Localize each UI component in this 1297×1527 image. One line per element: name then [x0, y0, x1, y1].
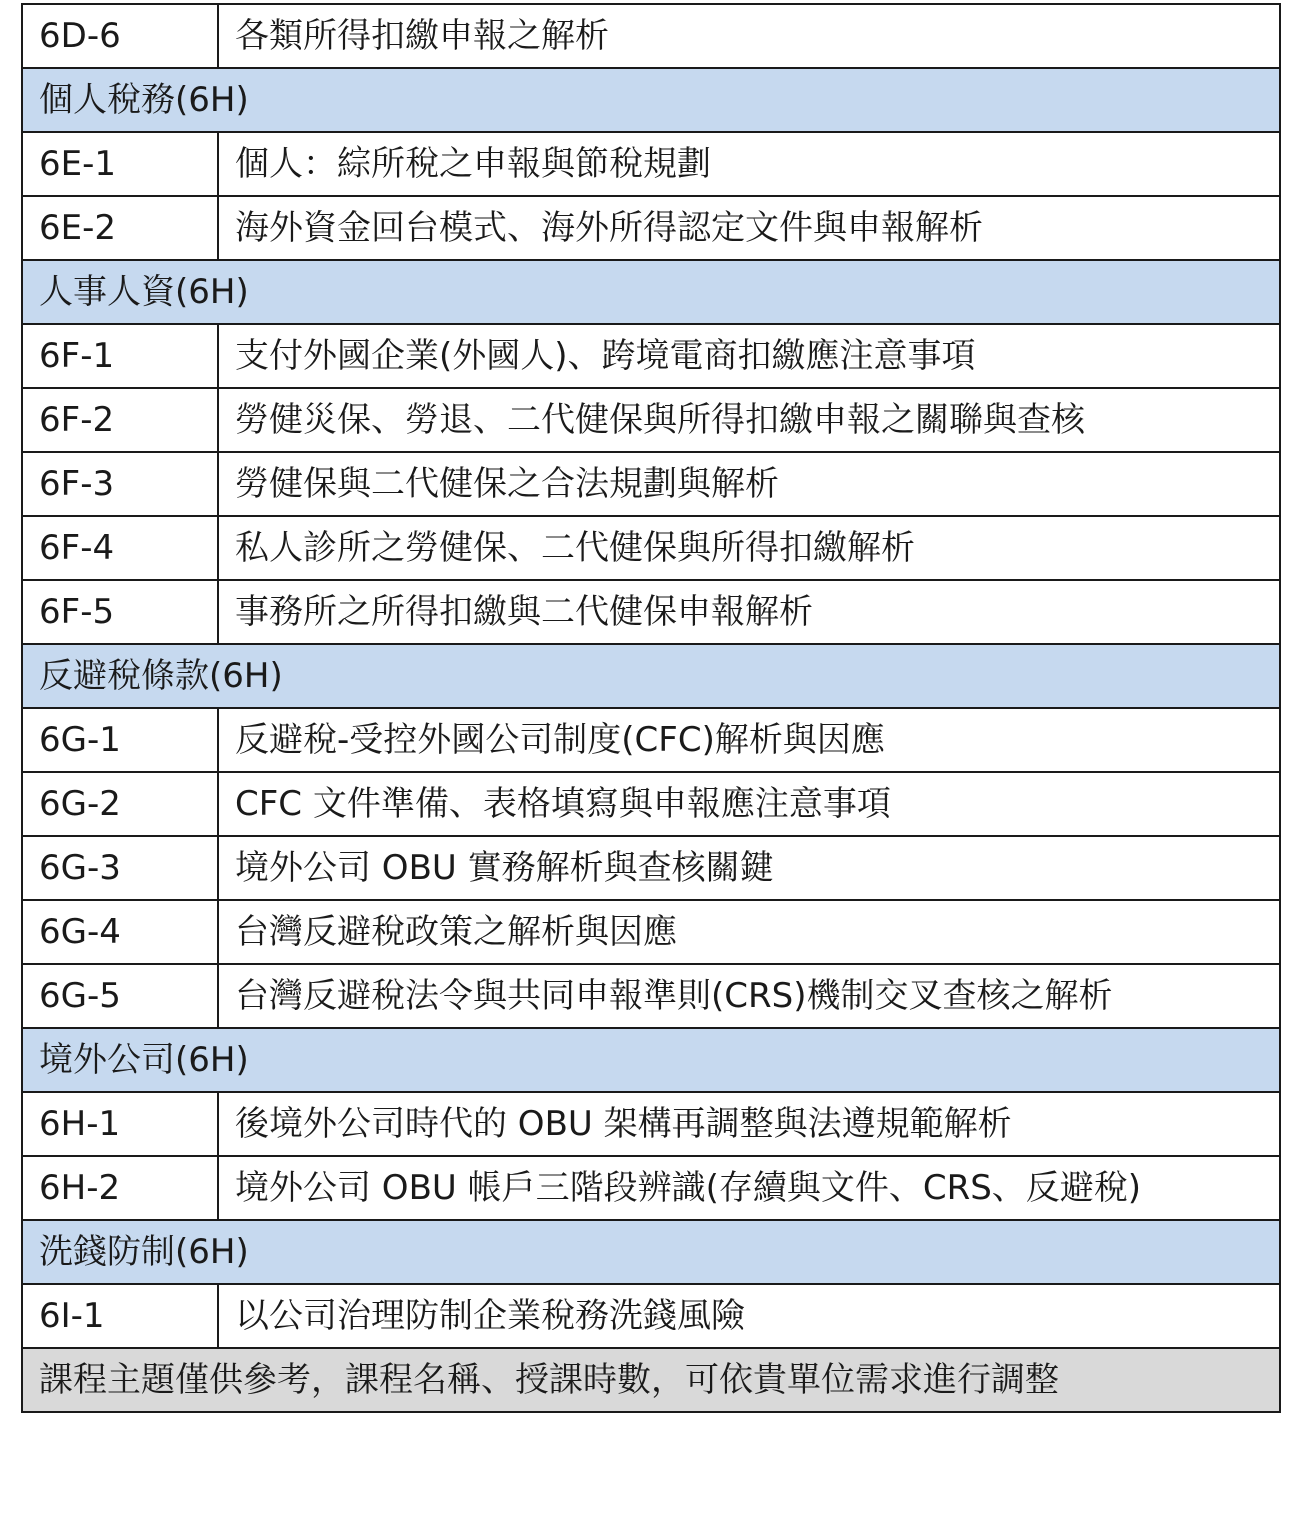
course-code: 6G-5 — [22, 964, 218, 1028]
course-row — [22, 4, 1280, 68]
category-row — [22, 1028, 1280, 1092]
course-code: 6F-3 — [22, 452, 218, 516]
course-row — [22, 900, 1280, 964]
course-code: 6F-5 — [22, 580, 218, 644]
footer-note: 課程主題僅供參考，課程名稱、授課時數，可依貴單位需求進行調整 — [22, 1348, 1280, 1412]
course-row — [22, 1156, 1280, 1220]
course-code: 6H-2 — [22, 1156, 218, 1220]
course-code: 6F-2 — [22, 388, 218, 452]
course-code: 6G-3 — [22, 836, 218, 900]
course-title: 事務所之所得扣繳與二代健保申報解析 — [218, 580, 1280, 644]
category-title: 反避稅條款(6H) — [22, 644, 1280, 708]
course-code: 6G-4 — [22, 900, 218, 964]
category-row — [22, 68, 1280, 132]
course-title: 台灣反避稅法令與共同申報準則(CRS)機制交叉查核之解析 — [218, 964, 1280, 1028]
course-row — [22, 324, 1280, 388]
course-code: 6E-1 — [22, 132, 218, 196]
category-title: 洗錢防制(6H) — [22, 1220, 1280, 1284]
course-code: 6E-2 — [22, 196, 218, 260]
note-row — [22, 1348, 1280, 1412]
category-title: 人事人資(6H) — [22, 260, 1280, 324]
category-row — [22, 260, 1280, 324]
course-row — [22, 1284, 1280, 1348]
course-row — [22, 580, 1280, 644]
course-row — [22, 964, 1280, 1028]
course-title: CFC 文件準備、表格填寫與申報應注意事項 — [218, 772, 1280, 836]
course-title: 境外公司 OBU 帳戶三階段辨識(存續與文件、CRS、反避稅) — [218, 1156, 1280, 1220]
course-title: 海外資金回台模式、海外所得認定文件與申報解析 — [218, 196, 1280, 260]
course-code: 6I-1 — [22, 1284, 218, 1348]
course-title: 以公司治理防制企業稅務洗錢風險 — [218, 1284, 1280, 1348]
course-code: 6F-4 — [22, 516, 218, 580]
course-title: 台灣反避稅政策之解析與因應 — [218, 900, 1280, 964]
course-title: 後境外公司時代的 OBU 架構再調整與法遵規範解析 — [218, 1092, 1280, 1156]
course-table-body — [22, 4, 1280, 1412]
course-code: 6G-2 — [22, 772, 218, 836]
course-row — [22, 1092, 1280, 1156]
course-code: 6H-1 — [22, 1092, 218, 1156]
course-row — [22, 708, 1280, 772]
category-row — [22, 644, 1280, 708]
course-title: 私人診所之勞健保、二代健保與所得扣繳解析 — [218, 516, 1280, 580]
course-table — [21, 3, 1281, 1413]
category-title: 境外公司(6H) — [22, 1028, 1280, 1092]
category-title: 個人稅務(6H) — [22, 68, 1280, 132]
course-title: 勞健保與二代健保之合法規劃與解析 — [218, 452, 1280, 516]
course-code: 6F-1 — [22, 324, 218, 388]
course-row — [22, 836, 1280, 900]
course-row — [22, 452, 1280, 516]
course-code: 6G-1 — [22, 708, 218, 772]
course-title: 各類所得扣繳申報之解析 — [218, 4, 1280, 68]
course-row — [22, 516, 1280, 580]
course-row — [22, 772, 1280, 836]
course-title: 反避稅-受控外國公司制度(CFC)解析與因應 — [218, 708, 1280, 772]
course-title: 境外公司 OBU 實務解析與查核關鍵 — [218, 836, 1280, 900]
course-row — [22, 132, 1280, 196]
course-title: 個人：綜所稅之申報與節稅規劃 — [218, 132, 1280, 196]
course-title: 勞健災保、勞退、二代健保與所得扣繳申報之關聯與查核 — [218, 388, 1280, 452]
course-code: 6D-6 — [22, 4, 218, 68]
category-row — [22, 1220, 1280, 1284]
course-row — [22, 196, 1280, 260]
course-row — [22, 388, 1280, 452]
course-title: 支付外國企業(外國人)、跨境電商扣繳應注意事項 — [218, 324, 1280, 388]
